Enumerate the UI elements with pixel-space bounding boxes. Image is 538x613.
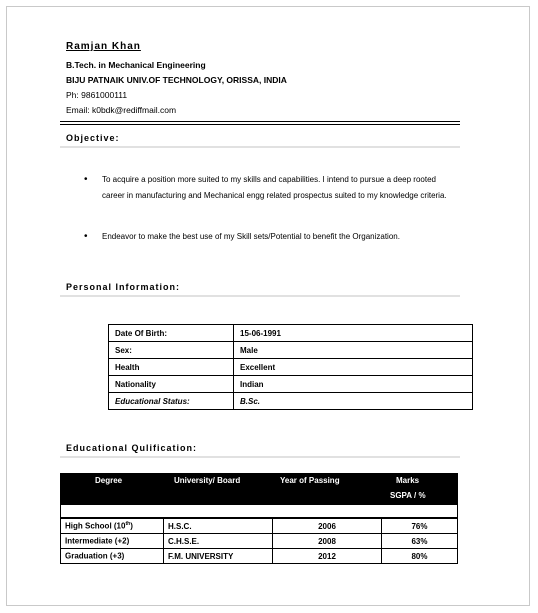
table-row bbox=[61, 534, 458, 549]
table-row bbox=[109, 376, 473, 393]
health-value: Excellent bbox=[234, 359, 473, 376]
header-board: University/ Board bbox=[174, 476, 241, 485]
header-sgpa: SGPA / % bbox=[390, 491, 426, 500]
nationality-value: Indian bbox=[234, 376, 473, 393]
educational-status-label: Educational Status: bbox=[109, 393, 234, 410]
personal-info-table bbox=[108, 324, 473, 410]
header-year: Year of Passing bbox=[280, 476, 340, 485]
degree-cell: Graduation (+3) bbox=[61, 549, 164, 564]
degree-line: B.Tech. in Mechanical Engineering bbox=[66, 60, 206, 70]
header-marks: Marks bbox=[396, 476, 420, 485]
year-cell: 2012 bbox=[273, 549, 382, 564]
personal-divider bbox=[60, 295, 460, 297]
marks-cell: 80% bbox=[382, 549, 458, 564]
table-row bbox=[61, 549, 458, 564]
table-row bbox=[109, 342, 473, 359]
header-rule-top bbox=[60, 121, 460, 122]
header-rule-bottom bbox=[60, 124, 460, 125]
education-divider bbox=[60, 456, 460, 458]
bullet-1: • bbox=[84, 174, 88, 185]
table-row bbox=[109, 325, 473, 342]
education-table-header bbox=[60, 473, 458, 505]
education-heading: Educational Qulification: bbox=[66, 443, 198, 453]
board-cell: C.H.S.E. bbox=[164, 534, 273, 549]
phone-line: Ph: 9861000111 bbox=[66, 90, 128, 100]
university-line: BIJU PATNAIK UNIV.OF TECHNOLOGY, ORISSA, INDIA bbox=[66, 75, 287, 85]
dob-value: 15-06-1991 bbox=[234, 325, 473, 342]
table-row bbox=[61, 519, 458, 534]
header-degree: Degree bbox=[95, 476, 123, 485]
nationality-label: Nationality bbox=[109, 376, 234, 393]
email-line: Email: k0bdk@rediffmail.com bbox=[66, 105, 177, 115]
degree-cell: Intermediate (+2) bbox=[61, 534, 164, 549]
dob-label: Date Of Birth: bbox=[109, 325, 234, 342]
education-table bbox=[60, 473, 458, 564]
objective-item-1: To acquire a position more suited to my skills and capabilities. I intend to pursue a deep rooted career in manufacturing and Mechanical engg related prospectus suited to my knowledge criteria. bbox=[102, 175, 447, 200]
health-label: Health bbox=[109, 359, 234, 376]
sex-value: Male bbox=[234, 342, 473, 359]
degree-cell: High School (10th) bbox=[61, 519, 164, 534]
table-row bbox=[109, 393, 473, 410]
objective-item-2: Endeavor to make the best use of my Skill sets/Potential to benefit the Organization. bbox=[102, 232, 400, 241]
board-cell: H.S.C. bbox=[164, 519, 273, 534]
objective-heading: Objective: bbox=[66, 133, 120, 143]
education-rows bbox=[60, 518, 458, 564]
personal-heading: Personal Information: bbox=[66, 282, 181, 292]
year-cell: 2008 bbox=[273, 534, 382, 549]
table-row bbox=[109, 359, 473, 376]
sex-label: Sex: bbox=[109, 342, 234, 359]
candidate-name: Ramjan Khan bbox=[66, 41, 141, 52]
header-spacer-row bbox=[60, 505, 458, 518]
educational-status-value: B.Sc. bbox=[234, 393, 473, 410]
year-cell: 2006 bbox=[273, 519, 382, 534]
bullet-2: • bbox=[84, 231, 88, 242]
marks-cell: 76% bbox=[382, 519, 458, 534]
board-cell: F.M. UNIVERSITY bbox=[164, 549, 273, 564]
objective-divider bbox=[60, 146, 460, 148]
marks-cell: 63% bbox=[382, 534, 458, 549]
